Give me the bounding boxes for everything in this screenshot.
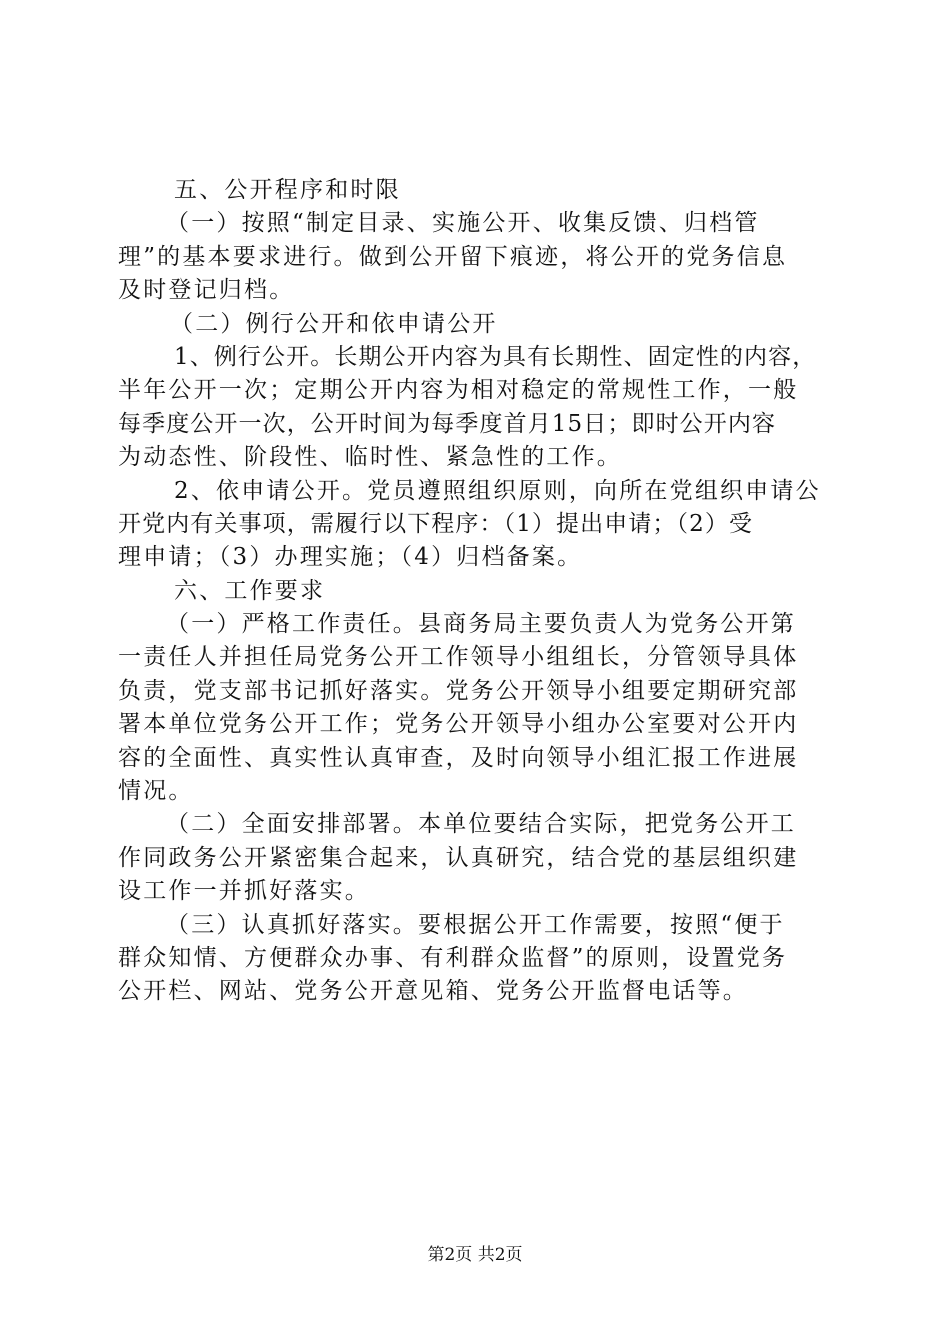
paragraph-line: 一责任人并担任局党务公开工作领导小组组长，分管领导具体	[118, 644, 799, 671]
paragraph-line: 容的全面性、真实性认真审查，及时向领导小组汇报工作进展	[118, 744, 799, 771]
paragraph-line: （一）严格工作责任。县商务局主要负责人为党务公开第	[166, 611, 796, 638]
paragraph-line: 开党内有关事项，需履行以下程序：（1）提出申请；（2）受	[118, 510, 754, 537]
paragraph-line: 为动态性、阶段性、临时性、紧急性的工作。	[118, 444, 622, 471]
paragraph-line: 及时登记归档。	[118, 277, 295, 304]
paragraph-line: 设工作一并抓好落实。	[118, 878, 370, 905]
page-number-footer: 第2页 共2页	[427, 1245, 523, 1265]
paragraph-line: 负责，党支部书记抓好落实。党务公开领导小组要定期研究部	[118, 677, 799, 704]
paragraph-line: （三）认真抓好落实。要根据公开工作需要，按照“便于	[166, 911, 785, 938]
section-heading: 六、工作要求	[174, 577, 326, 604]
paragraph-line: 作同政务公开紧密集合起来，认真研究，结合党的基层组织建	[118, 844, 799, 871]
paragraph-line: （二）全面安排部署。本单位要结合实际，把党务公开工	[166, 811, 796, 838]
paragraph-line: 每季度公开一次，公开时间为每季度首月15日；即时公开内容	[118, 410, 777, 437]
paragraph-line: 公开栏、网站、党务公开意见箱、党务公开监督电话等。	[118, 978, 748, 1005]
paragraph-line: 半年公开一次；定期公开内容为相对稳定的常规性工作，一般	[118, 377, 799, 404]
paragraph-line: 情况。	[118, 778, 194, 805]
subsection-heading: （二）例行公开和依申请公开	[170, 310, 498, 337]
paragraph-line: 2、依申请公开。党员遵照组织原则，向所在党组织申请公	[174, 477, 821, 504]
paragraph-line: 理申请；（3）办理实施；（4）归档备案。	[118, 544, 583, 571]
paragraph-line: （一）按照“制定目录、实施公开、收集反馈、归档管	[166, 210, 760, 237]
paragraph-line: 群众知情、方便群众办事、有利群众监督”的原则，设置党务	[118, 944, 788, 971]
document-body	[118, 174, 834, 1009]
section-heading: 五、公开程序和时限	[174, 177, 401, 203]
paragraph-line: 理”的基本要求进行。做到公开留下痕迹，将公开的党务信息	[118, 243, 788, 270]
paragraph-line: 署本单位党务公开工作；党务公开领导小组办公室要对公开内	[118, 711, 799, 738]
paragraph-line: 1、例行公开。长期公开内容为具有长期性、固定性的内容，	[174, 343, 817, 370]
